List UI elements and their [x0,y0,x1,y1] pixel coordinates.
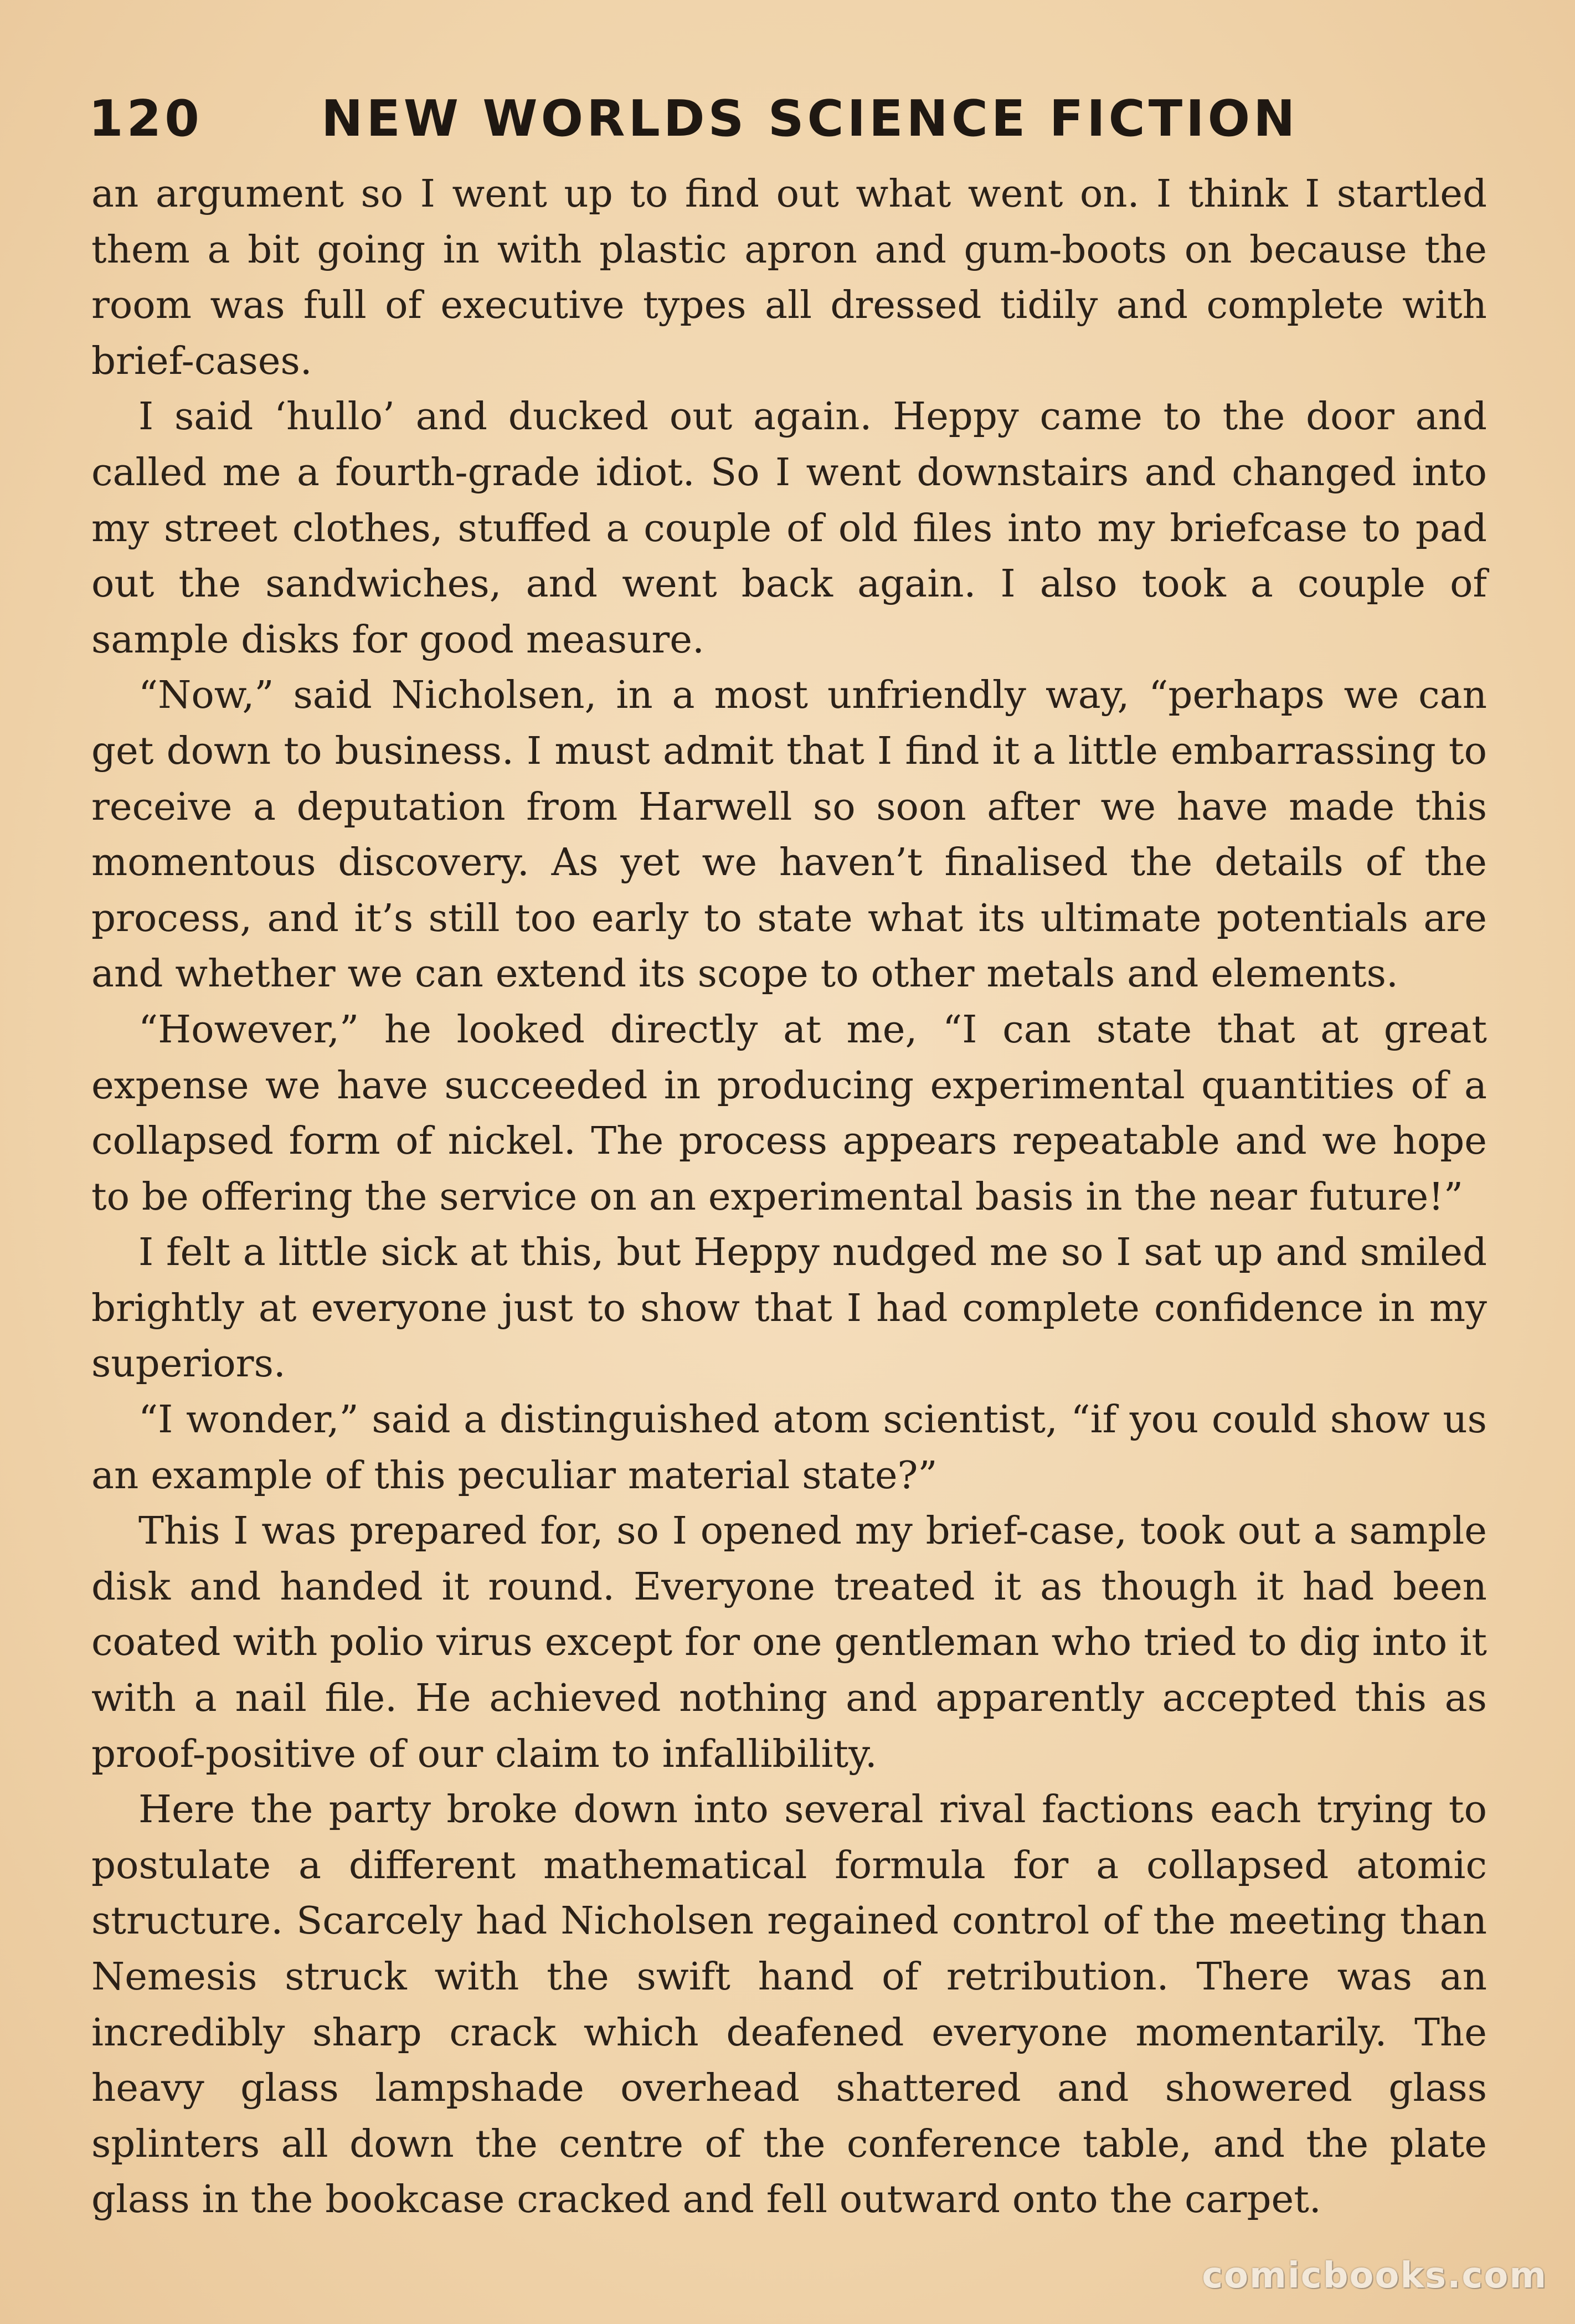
magazine-title: NEW WORLDS SCIENCE FICTION [321,90,1299,148]
paragraph-1: an argument so I went up to find out what went on. I think I startled them a bit going in with plastic apron and gum-boots on because the room was full of executive types all dressed tidily and complete with brief-cases. [91,172,1487,383]
watermark: comicbooks.com [1202,2255,1547,2296]
page-number: 120 [89,90,203,148]
paragraph-8: Here the party broke down into several rival factions each trying to postulate a different mathematical formula for a collapsed atomic structure. Scarcely had Nicholsen regained control of the meeting than Nemesis struck with the swift hand of retribution. There was an incredibly sharp crack which deafened everyone momentarily. The heavy glass lampshade overhead shattered and showered glass splinters all down the centre of the conference table, and the plate glass in the bookcase cracked and fell outward onto the carpet. [91,1787,1487,2222]
paragraph-7: This I was prepared for, so I opened my brief-case, took out a sample disk and handed it round. Everyone treated it as though it had been coated with polio virus except for one gentleman who tried to dig into it with a nail file. He achieved nothing and apparently accepted this as proof-positive of our claim to infallibility. [91,1509,1487,1776]
story-text [91,166,1487,2228]
running-header [89,83,1506,155]
paragraph-4: “However,” he looked directly at me, “I can state that at great expense we have succeeded in producing experimental quantities of a collapsed form of nickel. The process appears repeatable and we hope to be offering the service on an experimental basis in the near future!” [91,1007,1487,1219]
paragraph-3: “Now,” said Nicholsen, in a most unfriendly way, “perhaps we can get down to business. I must admit that I find it a little embarrassing to receive a deputation from Harwell so soon after we have made this momentous discovery. As yet we haven’t finalised the details of the process, and it’s still too early to state what its ultimate potentials are and whether we can extend its scope to other metals and elements. [91,673,1487,996]
paragraph-2: I said ‘hullo’ and ducked out again. Heppy came to the door and called me a fourth-grade idiot. So I went downstairs and changed into my street clothes, stuffed a couple of old files into my briefcase to pad out the sandwiches, and went back again. I also took a couple of sample disks for good measure. [91,394,1487,662]
paragraph-5: I felt a little sick at this, but Heppy nudged me so I sat up and smiled brightly at everyone just to show that I had complete confidence in my superiors. [91,1230,1487,1386]
paragraph-6: “I wonder,” said a distinguished atom scientist, “if you could show us an example of this peculiar material state?” [91,1397,1487,1498]
